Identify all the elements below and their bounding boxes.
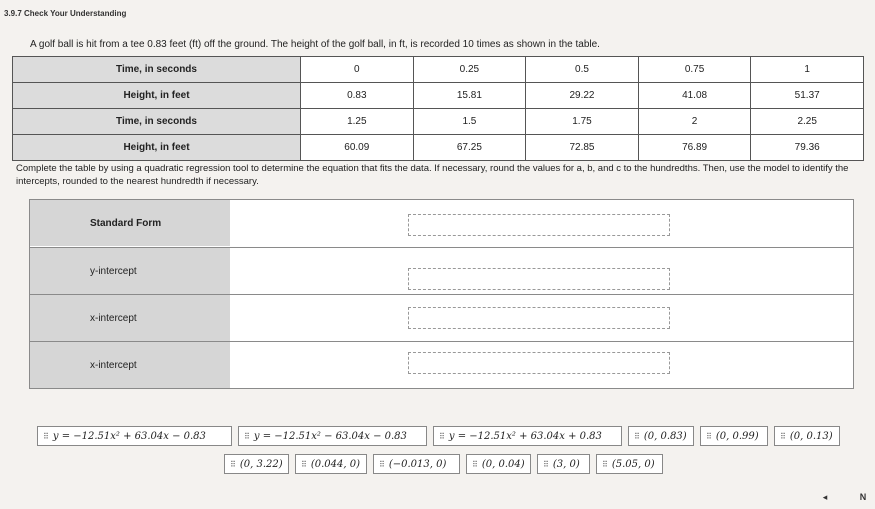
table-cell: 15.81 xyxy=(413,83,526,109)
answer-row-x-intercept-1 xyxy=(30,294,853,341)
table-cell: 1.25 xyxy=(301,109,414,135)
table-cell: 2.25 xyxy=(751,109,864,135)
next-button[interactable]: N xyxy=(859,492,867,502)
tile-label: (5.05, 0) xyxy=(611,458,655,470)
point-tile[interactable] xyxy=(774,426,840,446)
table-row xyxy=(13,135,864,161)
table-cell: 0 xyxy=(301,57,414,83)
table-cell: 0.83 xyxy=(301,83,414,109)
drag-handle-icon: ⠿ xyxy=(634,431,640,441)
tile-label: (0, 3.22) xyxy=(239,458,283,470)
point-tile[interactable] xyxy=(373,454,460,474)
table-row xyxy=(13,83,864,109)
drag-handle-icon: ⠿ xyxy=(472,459,478,469)
drop-zone-x-intercept-2[interactable] xyxy=(408,352,670,374)
table-cell: 41.08 xyxy=(638,83,751,109)
drag-handle-icon: ⠿ xyxy=(301,459,307,469)
drop-zone-y-intercept[interactable] xyxy=(408,268,670,290)
drop-zone-standard-form[interactable] xyxy=(408,214,670,236)
answer-table xyxy=(29,199,854,389)
instructions: Complete the table by using a quadratic regression tool to determine the equation that fits the data. If necessary, round the values for a, b, and c to the hundredths. Then, use the model to identify the intercepts, rounded to the nearest hundredth if necessary. xyxy=(16,163,849,187)
table-cell: 51.37 xyxy=(751,83,864,109)
tile-label: (−0.013, 0) xyxy=(388,458,447,470)
answer-label: x-intercept xyxy=(30,295,230,341)
table-cell: 60.09 xyxy=(301,135,414,161)
answer-row-y-intercept xyxy=(30,247,853,294)
point-tile[interactable] xyxy=(628,426,694,446)
table-cell: 1 xyxy=(751,57,864,83)
point-tile[interactable] xyxy=(596,454,663,474)
row-header: Height, in feet xyxy=(13,83,301,109)
problem-intro: A golf ball is hit from a tee 0.83 feet (ft) off the ground. The height of the golf ball, in ft, is recorded 10 times as shown in the table. xyxy=(30,39,600,50)
answer-row-standard-form xyxy=(30,200,853,246)
table-cell: 72.85 xyxy=(526,135,639,161)
table-cell: 0.25 xyxy=(413,57,526,83)
tile-label: (0.044, 0) xyxy=(310,458,361,470)
equation-tile[interactable] xyxy=(37,426,232,446)
equation-tile[interactable] xyxy=(433,426,622,446)
answer-label: y-intercept xyxy=(30,248,230,294)
tile-label: y = −12.51x² − 63.04x − 0.83 xyxy=(253,430,407,442)
table-cell: 0.5 xyxy=(526,57,639,83)
drag-handle-icon: ⠿ xyxy=(602,459,608,469)
point-tile[interactable] xyxy=(466,454,531,474)
row-header: Time, in seconds xyxy=(13,109,301,135)
tile-label: (0, 0.13) xyxy=(789,430,833,442)
answer-label: x-intercept xyxy=(30,342,230,388)
tile-label: (3, 0) xyxy=(552,458,580,470)
point-tile[interactable] xyxy=(537,454,590,474)
tile-label: (0, 0.04) xyxy=(481,458,525,470)
drag-handle-icon: ⠿ xyxy=(780,431,786,441)
point-tile[interactable] xyxy=(700,426,768,446)
tile-label: (0, 0.83) xyxy=(643,430,687,442)
answer-label: Standard Form xyxy=(30,200,230,246)
drag-handle-icon: ⠿ xyxy=(230,459,236,469)
equation-tile[interactable] xyxy=(238,426,427,446)
table-cell: 76.89 xyxy=(638,135,751,161)
drop-zone-x-intercept-1[interactable] xyxy=(408,307,670,329)
tile-label: (0, 0.99) xyxy=(715,430,759,442)
drag-handle-icon: ⠿ xyxy=(379,459,385,469)
drag-handle-icon: ⠿ xyxy=(244,431,250,441)
drag-handle-icon: ⠿ xyxy=(543,459,549,469)
table-row xyxy=(13,109,864,135)
data-table xyxy=(12,56,864,161)
table-cell: 1.5 xyxy=(413,109,526,135)
drag-handle-icon: ⠿ xyxy=(706,431,712,441)
table-cell: 2 xyxy=(638,109,751,135)
table-cell: 0.75 xyxy=(638,57,751,83)
answer-row-x-intercept-2 xyxy=(30,341,853,388)
table-cell: 1.75 xyxy=(526,109,639,135)
tile-label: y = −12.51x² + 63.04x − 0.83 xyxy=(52,430,206,442)
tile-label: y = −12.51x² + 63.04x + 0.83 xyxy=(448,430,602,442)
table-cell: 29.22 xyxy=(526,83,639,109)
table-row xyxy=(13,57,864,83)
drag-handle-icon: ⠿ xyxy=(439,431,445,441)
prev-arrow-icon[interactable]: ◂ xyxy=(822,492,828,502)
drag-handle-icon: ⠿ xyxy=(43,431,49,441)
point-tile[interactable] xyxy=(295,454,367,474)
table-cell: 67.25 xyxy=(413,135,526,161)
table-cell: 79.36 xyxy=(751,135,864,161)
row-header: Height, in feet xyxy=(13,135,301,161)
row-header: Time, in seconds xyxy=(13,57,301,83)
assignment-title: 3.9.7 Check Your Understanding xyxy=(4,9,127,18)
point-tile[interactable] xyxy=(224,454,289,474)
